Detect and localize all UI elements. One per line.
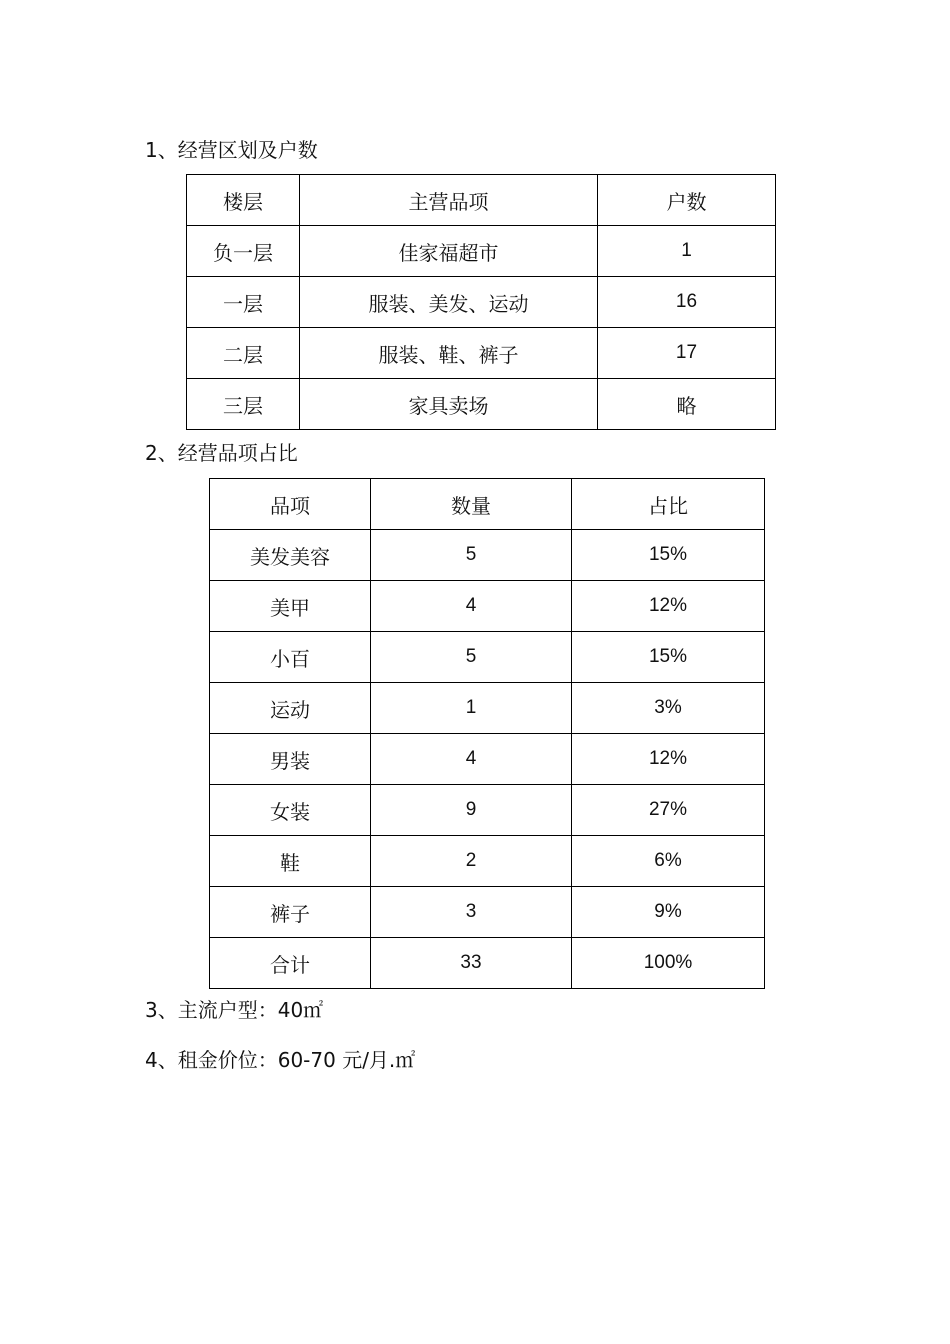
total-share-cell: 100% bbox=[572, 938, 765, 989]
quantity-cell: 2 bbox=[371, 836, 572, 887]
table-row bbox=[210, 530, 765, 581]
floor-zoning-table bbox=[186, 174, 776, 430]
share-cell: 6% bbox=[572, 836, 765, 887]
section-1-heading: 1、经营区划及户数 bbox=[145, 138, 318, 162]
table-row bbox=[210, 836, 765, 887]
share-cell: 12% bbox=[572, 734, 765, 785]
quantity-cell: 4 bbox=[371, 581, 572, 632]
table-row bbox=[210, 581, 765, 632]
quantity-cell: 4 bbox=[371, 734, 572, 785]
unit-count-cell: 16 bbox=[598, 277, 776, 328]
table-row bbox=[210, 887, 765, 938]
table-total-row bbox=[210, 938, 765, 989]
category-cell: 女装 bbox=[210, 785, 371, 836]
quantity-cell: 5 bbox=[371, 632, 572, 683]
category-cell: 运动 bbox=[210, 683, 371, 734]
floor-cell: 二层 bbox=[187, 328, 300, 379]
column-header-main-items: 主营品项 bbox=[300, 175, 598, 226]
total-label-cell: 合计 bbox=[210, 938, 371, 989]
floor-cell: 三层 bbox=[187, 379, 300, 430]
section-2-heading: 2、经营品项占比 bbox=[145, 441, 298, 465]
unit-count-cell: 17 bbox=[598, 328, 776, 379]
table-row bbox=[210, 734, 765, 785]
share-cell: 15% bbox=[572, 530, 765, 581]
table-header-row bbox=[210, 479, 765, 530]
table-row bbox=[187, 379, 776, 430]
column-header-floor: 楼层 bbox=[187, 175, 300, 226]
floor-cell: 负一层 bbox=[187, 226, 300, 277]
total-quantity-cell: 33 bbox=[371, 938, 572, 989]
category-cell: 小百 bbox=[210, 632, 371, 683]
category-share-table bbox=[209, 478, 765, 989]
main-items-cell: 家具卖场 bbox=[300, 379, 598, 430]
share-cell: 12% bbox=[572, 581, 765, 632]
quantity-cell: 9 bbox=[371, 785, 572, 836]
column-header-category: 品项 bbox=[210, 479, 371, 530]
category-cell: 鞋 bbox=[210, 836, 371, 887]
quantity-cell: 3 bbox=[371, 887, 572, 938]
share-cell: 3% bbox=[572, 683, 765, 734]
main-items-cell: 服装、美发、运动 bbox=[300, 277, 598, 328]
unit-count-cell: 略 bbox=[598, 379, 776, 430]
share-cell: 9% bbox=[572, 887, 765, 938]
share-cell: 15% bbox=[572, 632, 765, 683]
quantity-cell: 1 bbox=[371, 683, 572, 734]
column-header-quantity: 数量 bbox=[371, 479, 572, 530]
quantity-cell: 5 bbox=[371, 530, 572, 581]
table-row bbox=[210, 632, 765, 683]
table-row bbox=[187, 277, 776, 328]
category-cell: 男装 bbox=[210, 734, 371, 785]
category-cell: 美发美容 bbox=[210, 530, 371, 581]
table-row bbox=[187, 226, 776, 277]
category-cell: 裤子 bbox=[210, 887, 371, 938]
column-header-share: 占比 bbox=[572, 479, 765, 530]
table-row bbox=[187, 328, 776, 379]
category-cell: 美甲 bbox=[210, 581, 371, 632]
main-items-cell: 佳家福超市 bbox=[300, 226, 598, 277]
share-cell: 27% bbox=[572, 785, 765, 836]
column-header-unit-count: 户数 bbox=[598, 175, 776, 226]
unit-count-cell: 1 bbox=[598, 226, 776, 277]
section-3-heading: 3、主流户型：40㎡ bbox=[145, 998, 324, 1022]
floor-cell: 一层 bbox=[187, 277, 300, 328]
table-header-row bbox=[187, 175, 776, 226]
table-row bbox=[210, 785, 765, 836]
main-items-cell: 服装、鞋、裤子 bbox=[300, 328, 598, 379]
section-4-heading: 4、租金价位：60-70 元/月.㎡ bbox=[145, 1048, 416, 1072]
table-row bbox=[210, 683, 765, 734]
